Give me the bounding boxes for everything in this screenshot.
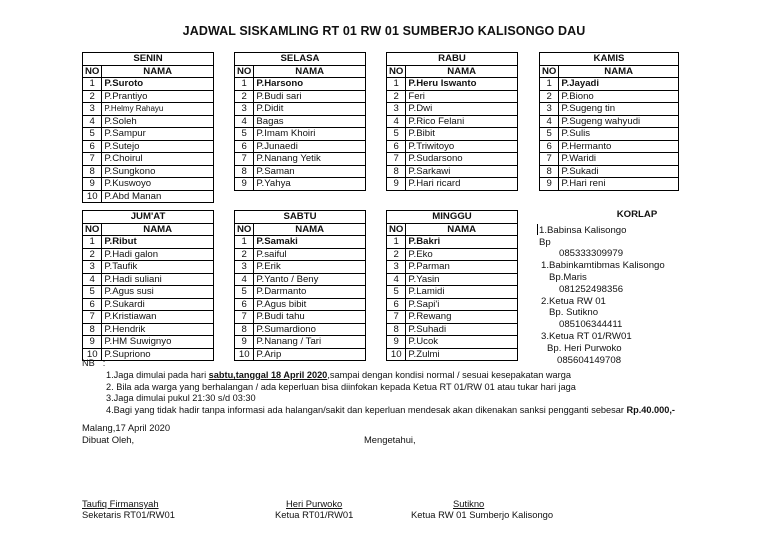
table-row [83, 178, 214, 191]
row-number: 4 [235, 115, 254, 128]
table-row [387, 153, 518, 166]
row-number: 9 [235, 178, 254, 191]
table-row [387, 178, 518, 191]
row-number: 2 [387, 90, 406, 103]
member-name: P.Soleh [102, 115, 214, 128]
table-row [540, 103, 679, 116]
member-name: P.Hendrik [102, 323, 214, 336]
col-header-nama: NAMA [254, 65, 366, 78]
made-by-label: Dibuat Oleh, [82, 434, 135, 445]
member-name: P.Biono [559, 90, 679, 103]
korlap-line: Bp. Sutikno [549, 307, 599, 319]
table-row [540, 128, 679, 141]
member-name: P.Ribut [102, 236, 214, 249]
member-name: P.Taufik [102, 261, 214, 274]
row-number: 8 [235, 165, 254, 178]
table-row [83, 78, 214, 91]
schedule-table-minggu [386, 210, 518, 361]
table-row [387, 140, 518, 153]
row-number: 6 [83, 140, 102, 153]
day-header: RABU [387, 53, 518, 66]
table-row [387, 311, 518, 324]
nb-label: NB : [82, 358, 106, 368]
korlap-heading: KORLAP [616, 209, 658, 220]
page-title: JADWAL SISKAMLING RT 01 RW 01 SUMBERJO KALISONGO DAU [182, 24, 586, 38]
schedule-table-jumat [82, 210, 214, 361]
col-header-no: NO [83, 223, 102, 236]
korlap-line: 1.Babinsa Kalisongo [539, 224, 627, 236]
row-number: 9 [540, 178, 559, 191]
member-name: P.Lamidi [406, 286, 518, 299]
table-row [235, 286, 366, 299]
row-number: 9 [83, 178, 102, 191]
table-row [387, 103, 518, 116]
row-number: 5 [235, 128, 254, 141]
row-number: 1 [83, 236, 102, 249]
col-header-nama: NAMA [406, 223, 518, 236]
signatory-2-role: Ketua RT01/RW01 [275, 509, 354, 520]
table-row [83, 311, 214, 324]
member-name: P.Agus susi [102, 286, 214, 299]
table-row [235, 103, 366, 116]
korlap-phone: 085106344411 [559, 319, 623, 331]
member-name: P.Ucok [406, 336, 518, 349]
table-row [540, 90, 679, 103]
col-header-no: NO [540, 65, 559, 78]
row-number: 2 [387, 248, 406, 261]
signatory-1-role: Seketaris RT01/RW01 [82, 509, 175, 520]
member-name: P.Waridi [559, 153, 679, 166]
member-name: P.Nanang Yetik [254, 153, 366, 166]
table-row [387, 165, 518, 178]
row-number: 4 [83, 115, 102, 128]
table-row [235, 298, 366, 311]
signatory-3-name: Sutikno [453, 498, 485, 509]
day-header: SENIN [83, 53, 214, 66]
row-number: 6 [387, 298, 406, 311]
row-number: 8 [235, 323, 254, 336]
member-name: P.Bibit [406, 128, 518, 141]
row-number: 4 [540, 115, 559, 128]
member-name: P.Rewang [406, 311, 518, 324]
row-number: 8 [540, 165, 559, 178]
row-number: 1 [387, 78, 406, 91]
member-name: P.Budi sari [254, 90, 366, 103]
row-number: 9 [235, 336, 254, 349]
row-number: 6 [235, 298, 254, 311]
col-header-no: NO [387, 65, 406, 78]
table-row [83, 323, 214, 336]
col-header-nama: NAMA [254, 223, 366, 236]
member-name: P.Heru Iswanto [406, 78, 518, 91]
row-number: 2 [540, 90, 559, 103]
member-name: P.Hermanto [559, 140, 679, 153]
col-header-nama: NAMA [102, 223, 214, 236]
row-number: 9 [83, 336, 102, 349]
member-name: P.Helmy Rahayu [102, 103, 214, 116]
row-number: 1 [235, 236, 254, 249]
row-number: 8 [387, 165, 406, 178]
korlap-phone: 081252498356 [559, 283, 624, 295]
schedule-table-sabtu [234, 210, 366, 361]
korlap-line: 1.Babinkamtibmas Kalisongo [541, 260, 665, 272]
member-name: P.Jayadi [559, 78, 679, 91]
table-row [235, 153, 366, 166]
row-number: 7 [235, 153, 254, 166]
member-name: P.Suhadi [406, 323, 518, 336]
member-name: P.Didit [254, 103, 366, 116]
row-number: 10 [83, 190, 102, 203]
member-name: P.Sugeng tin [559, 103, 679, 116]
table-row [83, 140, 214, 153]
member-name: P.Sugeng wahyudi [559, 115, 679, 128]
row-number: 8 [83, 323, 102, 336]
korlap-line: Bp. Heri Purwoko [547, 342, 622, 354]
table-row [83, 115, 214, 128]
col-header-nama: NAMA [102, 65, 214, 78]
schedule-table-rabu [386, 52, 518, 191]
member-name: P.Saman [254, 165, 366, 178]
member-name: P.Parman [406, 261, 518, 274]
member-name: P.HM Suwignyo [102, 336, 214, 349]
member-name: P.Dwi [406, 103, 518, 116]
row-number: 1 [235, 78, 254, 91]
table-row [235, 311, 366, 324]
row-number: 2 [83, 248, 102, 261]
row-number: 3 [235, 103, 254, 116]
row-number: 4 [387, 115, 406, 128]
member-name: Bagas [254, 115, 366, 128]
note-4: 4.Bagi yang tidak hadir tanpa informasi ada halangan/sakit dan keperluan mendesak akan dikenakan sanksi pengganti sebesar Rp.40.000,- [106, 404, 675, 415]
col-header-nama: NAMA [559, 65, 679, 78]
day-header: KAMIS [540, 53, 679, 66]
col-header-no: NO [235, 65, 254, 78]
table-row [235, 90, 366, 103]
row-number: 6 [83, 298, 102, 311]
table-row [387, 261, 518, 274]
row-number: 4 [387, 273, 406, 286]
table-row [387, 236, 518, 249]
member-name: P.Imam Khoiri [254, 128, 366, 141]
table-row [235, 248, 366, 261]
table-row [540, 165, 679, 178]
row-number: 2 [83, 90, 102, 103]
member-name: P.Harsono [254, 78, 366, 91]
table-row [83, 336, 214, 349]
table-row [387, 323, 518, 336]
member-name: P.Abd Manan [102, 190, 214, 203]
row-number: 8 [83, 165, 102, 178]
member-name: P.Darmanto [254, 286, 366, 299]
table-row [235, 165, 366, 178]
row-number: 6 [387, 140, 406, 153]
row-number: 9 [387, 336, 406, 349]
member-name: P.Erik [254, 261, 366, 274]
member-name: P.Nanang / Tari [254, 336, 366, 349]
signatory-1-name: Taufiq Firmansyah [82, 498, 159, 509]
table-row [540, 78, 679, 91]
row-number: 1 [83, 78, 102, 91]
korlap-line: Bp [539, 236, 551, 248]
row-number: 3 [83, 103, 102, 116]
table-row [387, 90, 518, 103]
row-number: 5 [83, 286, 102, 299]
row-number: 7 [540, 153, 559, 166]
member-name: P.Eko [406, 248, 518, 261]
table-row [235, 236, 366, 249]
row-number: 3 [83, 261, 102, 274]
table-row [83, 190, 214, 203]
table-row [83, 248, 214, 261]
col-header-nama: NAMA [406, 65, 518, 78]
row-number: 5 [387, 286, 406, 299]
member-name: P.Budi tahu [254, 311, 366, 324]
member-name: P.Prantiyo [102, 90, 214, 103]
member-name: P.Suroto [102, 78, 214, 91]
row-number: 7 [387, 153, 406, 166]
member-name: P.Yanto / Beny [254, 273, 366, 286]
member-name: P.Suprionο [102, 348, 214, 361]
row-number: 7 [83, 311, 102, 324]
table-row [235, 273, 366, 286]
row-number: 10 [235, 348, 254, 361]
day-header: JUM'AT [83, 211, 214, 224]
table-row [235, 78, 366, 91]
row-number: 6 [540, 140, 559, 153]
member-name: P.Triwitoyo [406, 140, 518, 153]
table-row [387, 298, 518, 311]
member-name: Feri [406, 90, 518, 103]
row-number: 1 [540, 78, 559, 91]
row-number: 7 [83, 153, 102, 166]
member-name: P.Sarkawi [406, 165, 518, 178]
row-number: 3 [235, 261, 254, 274]
row-number: 5 [83, 128, 102, 141]
row-number: 4 [235, 273, 254, 286]
schedule-table-senin [82, 52, 214, 203]
row-number: 2 [235, 248, 254, 261]
table-row [83, 90, 214, 103]
table-row [83, 286, 214, 299]
member-name: P.Kristiawan [102, 311, 214, 324]
member-name: P.Hari reni [559, 178, 679, 191]
notes-section [82, 358, 675, 416]
table-row [83, 273, 214, 286]
member-name: P.Sapi'i [406, 298, 518, 311]
row-number: 10 [83, 348, 102, 361]
row-number: 3 [540, 103, 559, 116]
korlap-line: Bp.Maris [549, 271, 587, 283]
table-row [387, 336, 518, 349]
note-1: 1.Jaga dimulai pada hari sabtu,tanggal 18 April 2020,sampai dengan kondisi normal / sesuai kesepakatan warga [106, 370, 571, 380]
member-name: P.Zulmi [406, 348, 518, 361]
member-name: P.Sampur [102, 128, 214, 141]
row-number: 6 [235, 140, 254, 153]
member-name: P.Rico Felani [406, 115, 518, 128]
schedule-table-kamis [539, 52, 679, 191]
member-name: P.Sulis [559, 128, 679, 141]
table-row [387, 78, 518, 91]
table-row [387, 273, 518, 286]
row-number: 4 [83, 273, 102, 286]
member-name: P.Hadi galon [102, 248, 214, 261]
col-header-no: NO [387, 223, 406, 236]
table-row [235, 336, 366, 349]
member-name: P.saiful [254, 248, 366, 261]
day-header: SABTU [235, 211, 366, 224]
table-row [540, 140, 679, 153]
table-row [83, 298, 214, 311]
member-name: P.Agus bibit [254, 298, 366, 311]
table-row [83, 236, 214, 249]
member-name: P.Yasin [406, 273, 518, 286]
korlap-phone: 085604149708 [557, 354, 622, 366]
row-number: 5 [387, 128, 406, 141]
table-row [235, 323, 366, 336]
table-row [83, 261, 214, 274]
table-row [235, 178, 366, 191]
table-row [83, 128, 214, 141]
signatory-3-role: Ketua RW 01 Sumberjo Kalisongo [411, 509, 554, 520]
member-name: P.Hadi suliani [102, 273, 214, 286]
member-name: P.Hari ricard [406, 178, 518, 191]
member-name: P.Choirul [102, 153, 214, 166]
member-name: P.Sukardi [102, 298, 214, 311]
schedule-table-selasa [234, 52, 366, 191]
member-name: P.Sutejo [102, 140, 214, 153]
row-number: 8 [387, 323, 406, 336]
row-number: 3 [387, 261, 406, 274]
member-name: P.Sukadi [559, 165, 679, 178]
member-name: P.Sudarsono [406, 153, 518, 166]
member-name: P.Yahya [254, 178, 366, 191]
table-row [387, 115, 518, 128]
korlap-section [537, 209, 697, 366]
korlap-line: 3.Ketua RT 01/RW01 [541, 330, 632, 342]
col-header-no: NO [83, 65, 102, 78]
table-row [540, 153, 679, 166]
table-row [235, 115, 366, 128]
note-3: 3.Jaga dimulai pukul 21:30 s/d 03:30 [106, 393, 256, 404]
member-name: P.Bakri [406, 236, 518, 249]
table-row [235, 128, 366, 141]
member-name: P.Samaki [254, 236, 366, 249]
member-name: P.Kuswoyo [102, 178, 214, 191]
table-row [387, 286, 518, 299]
table-row [83, 103, 214, 116]
row-number: 7 [387, 311, 406, 324]
korlap-phone: 085333309979 [559, 248, 624, 260]
member-name: P.Junaedi [254, 140, 366, 153]
table-row [387, 248, 518, 261]
table-row [83, 165, 214, 178]
table-row [540, 178, 679, 191]
table-row [387, 128, 518, 141]
korlap-line: 2.Ketua RW 01 [541, 295, 606, 307]
table-row [540, 115, 679, 128]
row-number: 2 [235, 90, 254, 103]
row-number: 9 [387, 178, 406, 191]
row-number: 5 [235, 286, 254, 299]
place-date: Malang,17 April 2020 [82, 422, 171, 433]
member-name: P.Sungkono [102, 165, 214, 178]
table-row [235, 261, 366, 274]
member-name: P.Sumardiono [254, 323, 366, 336]
row-number: 1 [387, 236, 406, 249]
note-2: 2. Bila ada warga yang berhalangan / ada keperluan bisa diinfokan kepada Ketua RT 01/RW 01 atau tukar hari jaga [106, 381, 576, 392]
acknowledged-label: Mengetahui, [364, 434, 416, 445]
row-number: 10 [387, 348, 406, 361]
row-number: 5 [540, 128, 559, 141]
table-row [235, 140, 366, 153]
row-number: 7 [235, 311, 254, 324]
day-header: MINGGU [387, 211, 518, 224]
row-number: 3 [387, 103, 406, 116]
table-row [83, 153, 214, 166]
col-header-no: NO [235, 223, 254, 236]
day-header: SELASA [235, 53, 366, 66]
signatory-2-name: Heri Purwoko [286, 498, 343, 509]
member-name: P.Arip [254, 348, 366, 361]
